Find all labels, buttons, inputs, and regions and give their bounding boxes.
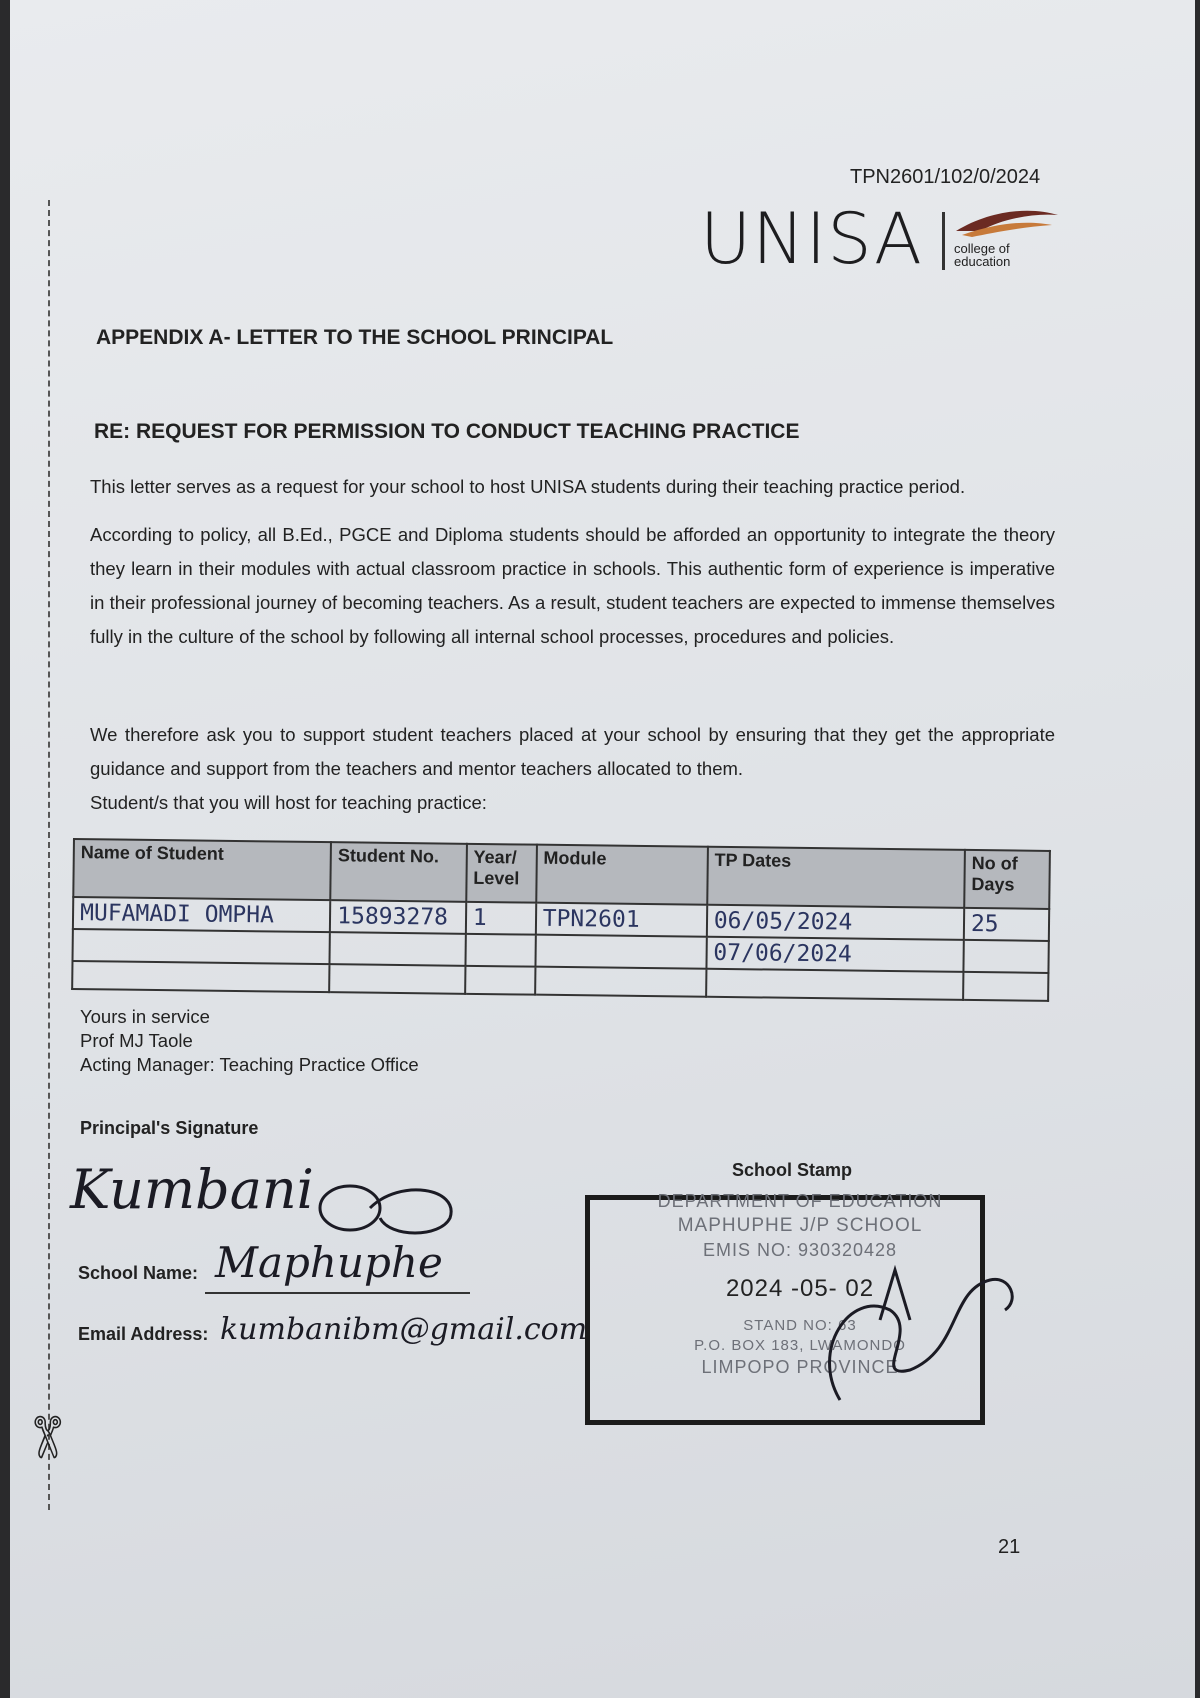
col-dates-header: TP Dates bbox=[707, 847, 965, 908]
cell-year: 1 bbox=[466, 902, 536, 935]
signatory-title: Acting Manager: Teaching Practice Office bbox=[80, 1054, 419, 1075]
signature-label: Principal's Signature bbox=[80, 1118, 259, 1138]
col-year-header: Year/ Level bbox=[466, 844, 537, 903]
cell-student-no bbox=[330, 932, 466, 966]
stamp-date: 2024 -05- 02 bbox=[725, 1275, 875, 1302]
col-module-header: Module bbox=[536, 845, 708, 905]
cell-days: 25 bbox=[964, 908, 1049, 941]
stamp-label: School Stamp bbox=[732, 1160, 853, 1180]
paragraph-intro: This letter serves as a request for your school to host UNISA students during their teaching practice period. bbox=[90, 476, 966, 497]
closing-line: Yours in service bbox=[80, 1006, 210, 1027]
cell-name: MUFAMADI OMPHA bbox=[73, 897, 331, 932]
unisa-logo: UNISA bbox=[700, 198, 923, 280]
students-table bbox=[71, 838, 1051, 1002]
cell-dates: 07/06/2024 bbox=[706, 937, 964, 972]
email-value: kumbanibm@gmail.com bbox=[220, 1312, 588, 1347]
stamp-emis: EMIS NO: 930320428 bbox=[702, 1240, 898, 1260]
stamp-province: LIMPOPO PROVINCE bbox=[701, 1357, 899, 1377]
signatory-name: Prof MJ Taole bbox=[80, 1030, 193, 1051]
school-name-underline bbox=[205, 1292, 470, 1294]
col-student-no-header: Student No. bbox=[330, 842, 466, 902]
cell-name bbox=[72, 929, 330, 964]
cell-module bbox=[535, 967, 706, 997]
cell-days bbox=[963, 972, 1048, 1001]
logo-wing-icon bbox=[952, 205, 1062, 241]
cell-year bbox=[465, 966, 535, 995]
cell-days bbox=[963, 940, 1048, 973]
stamp-school: MAPHUPHE J/P SCHOOL bbox=[677, 1215, 923, 1236]
subject-line: RE: REQUEST FOR PERMISSION TO CONDUCT TEACHING PRACTICE bbox=[94, 420, 800, 443]
school-name-value: Maphuphe bbox=[215, 1238, 443, 1287]
col-days-header: No of Days bbox=[964, 850, 1050, 909]
cell-dates: 06/05/2024 bbox=[707, 905, 965, 940]
stamp-stand: STAND NO: 63 bbox=[743, 1317, 857, 1334]
cut-line bbox=[48, 200, 50, 1510]
col-name-header: Name of Student bbox=[73, 839, 331, 900]
stamp-department: DEPARTMENT OF EDUCATION bbox=[657, 1191, 943, 1211]
logo-subtitle: college of education bbox=[954, 241, 1011, 269]
paragraph-students-lead: Student/s that you will host for teaching practice: bbox=[90, 792, 487, 813]
handwritten-signature: Kumbani bbox=[70, 1158, 314, 1221]
stamp-signature-scribble bbox=[810, 1250, 1030, 1420]
cell-module: TPN2601 bbox=[536, 903, 707, 937]
cell-name bbox=[72, 961, 329, 992]
cell-student-no: 15893278 bbox=[330, 900, 466, 934]
page-title: APPENDIX A- LETTER TO THE SCHOOL PRINCIPAL bbox=[96, 326, 614, 349]
cell-student-no bbox=[329, 964, 465, 994]
stamp-po-box: P.O. BOX 183, LWAMONDO bbox=[694, 1337, 906, 1354]
closing-block bbox=[80, 1005, 419, 1077]
page-number: 21 bbox=[998, 1536, 1021, 1558]
cell-module bbox=[535, 935, 706, 969]
paragraph-support: We therefore ask you to support student teachers placed at your school by ensuring that they get the appropriate guidance and support from the teachers and mentor teachers allocated to them. bbox=[90, 724, 1055, 779]
cell-year bbox=[465, 934, 535, 967]
cell-dates bbox=[706, 969, 963, 1000]
email-label: Email Address: bbox=[78, 1324, 209, 1344]
document-page bbox=[10, 0, 1195, 1698]
scissors-icon: ✄ bbox=[15, 1413, 79, 1460]
logo-divider bbox=[942, 212, 945, 270]
reference-number: TPN2601/102/0/2024 bbox=[850, 166, 1041, 188]
paragraph-policy: According to policy, all B.Ed., PGCE and Diploma students should be afforded an opportunity to integrate the theory they learn in their modules with actual classroom practice in schools. This authentic form of experience is imperative in their professional journey of becoming teachers. As a result, student teachers are expected to immense themselves fully in the culture of the school by following all internal school processes, procedures and policies. bbox=[90, 524, 1055, 647]
school-name-label: School Name: bbox=[78, 1263, 199, 1283]
